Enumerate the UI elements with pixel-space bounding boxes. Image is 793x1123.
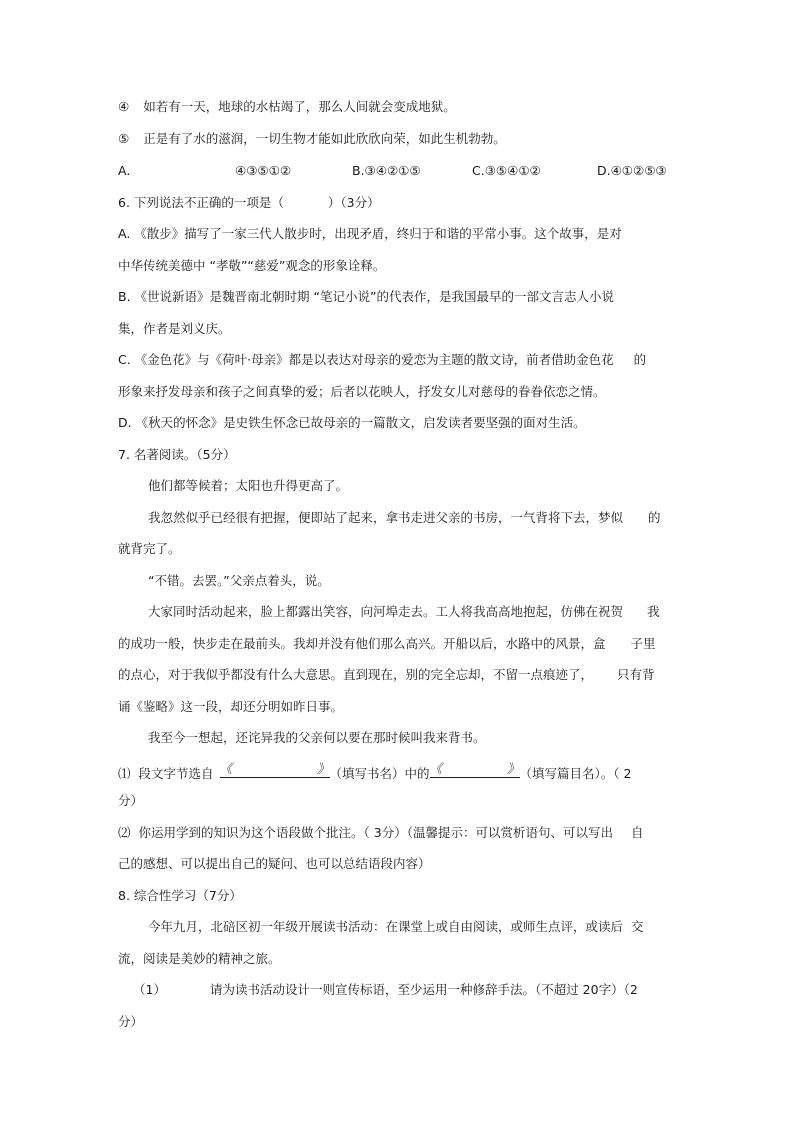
- q8-title: 8. 综合性学习（7分）: [118, 888, 242, 903]
- q5-option-b: B.③④②①⑤: [352, 163, 421, 178]
- q7-sq2-line2: 己的感想、可以提出自己的疑问、也可以总结语段内容）: [118, 856, 431, 871]
- q7-passage-p3: “不错。去罢。”父亲点着头，说。: [148, 573, 330, 588]
- q7-passage-p4-text3: 的点心，对于我似乎都没有什么大意思。直到现在，别的完全忘却，不留一点痕迹了，: [118, 667, 594, 682]
- q5-option-d: D.④①②⑤③: [597, 163, 667, 178]
- q7-subquestion-2: [118, 827, 643, 840]
- q8-sq1-text: 请为读书活动设计一则宣传标语，至少运用一种修辞手法。（不超过 20字）（2: [209, 982, 638, 997]
- q7-sq1-text-c: （填写篇目名）。（ 2: [519, 766, 632, 781]
- q7-sq1-number: ⑴: [118, 766, 131, 781]
- q5-option-a: ④③⑤①②: [235, 163, 292, 178]
- q7-passage-p2-line2: 就背完了。: [118, 541, 181, 556]
- q8-intro-tail: 交: [631, 919, 644, 934]
- sentence-5-text: 正是有了水的滋润，一切生物才能如此欣欣向荣，如此生机勃勃。: [143, 131, 506, 146]
- q7-passage-p4-tail3: 只有背: [617, 667, 655, 682]
- q7-title: 7. 名著阅读。（5分）: [118, 447, 236, 462]
- q8-sq1-points-end: 分）: [118, 1014, 144, 1029]
- q7-passage-p1: 他们都等候着；太阳也升得更高了。: [148, 478, 349, 493]
- q7-sq1-points-end: 分）: [118, 793, 144, 808]
- sentence-4-number: ④: [118, 99, 130, 114]
- q7-sq2-number: ⑵: [118, 825, 131, 840]
- q7-passage-p4-text1: 大家同时活动起来，脸上都露出笑容，向河埠走去。工人将我高高地抱起，仿佛在祝贺: [148, 604, 624, 619]
- q7-passage-p4-line4: 诵《鉴略》这一段，却还分明如昨日事。: [118, 699, 344, 714]
- q8-sq1-number: （1）: [133, 982, 166, 997]
- sentence-4-text: 如若有一天，地球的水枯竭了，那么人间就会变成地狱。: [143, 99, 456, 114]
- chapter-title-close-mark: 》: [507, 761, 520, 776]
- q6-option-c-line1-tail: 的: [633, 352, 647, 367]
- q7-passage-p4-line2: [118, 638, 656, 651]
- q8-intro-text: 今年九月，北碚区初一年级开展读书活动：在课堂上或自由阅读，或师生点评，或读后: [148, 919, 624, 934]
- book-title-close-mark: 》: [317, 761, 330, 776]
- sentence-5-number: ⑤: [118, 131, 130, 146]
- q6-option-c-line1: [118, 354, 646, 367]
- q6-option-c-line1-text: C. 《金色花》与《荷叶·母亲》都是以表达对母亲的爱恋为主题的散文诗，前者借助金色花: [118, 352, 614, 367]
- q8-intro-line2: 流，阅读是美妙的精神之旅。: [118, 951, 281, 966]
- q7-passage-p4-tail1: 我: [647, 604, 660, 619]
- book-title-open-mark: 《: [219, 761, 233, 776]
- q7-passage-p2-text: 我忽然似乎已经很有把握，便即站了起来，拿书走进父亲的书房，一气背将下去，梦似: [148, 510, 624, 525]
- book-title-blank[interactable]: [219, 761, 330, 778]
- chapter-title-open-mark: 《: [429, 761, 443, 776]
- q8-subquestion-1: [133, 984, 638, 997]
- q5-option-a-label: A.: [118, 163, 131, 178]
- q7-passage-p5: 我至今一想起，还诧异我的父亲何以要在那时候叫我来背书。: [148, 730, 486, 745]
- q6-option-d: D. 《秋天的怀念》是史铁生怀念已故母亲的一篇散文，启发读者要坚强的面对生活。: [118, 415, 586, 430]
- q6-option-b-line2: 集，作者是刘义庆。: [118, 321, 231, 336]
- q7-passage-p2-tail: 的: [648, 510, 661, 525]
- q7-subquestion-1: [118, 761, 632, 781]
- q8-intro-line1: [148, 921, 644, 934]
- q7-passage-p2-line1: [148, 512, 661, 525]
- q6-option-c-line2: 形象来抒发母亲和孩子之间真挚的爱；后者以花映人，抒发女儿对慈母的眷眷依恋之情。: [118, 384, 606, 399]
- sentence-5: [118, 133, 506, 146]
- q6-stem-end: ）（3分）: [327, 195, 380, 210]
- q6-stem: [118, 197, 380, 210]
- q6-option-b-line1: B. 《世说新语》是魏晋南北朝时期 “笔记小说”的代表作，是我国最早的一部文言志人小说: [118, 289, 614, 304]
- chapter-title-blank[interactable]: [429, 761, 520, 778]
- q7-sq2-tail: 自: [630, 825, 644, 840]
- q6-option-a-line2: 中华传统美德中 “孝敬”“慈爱”观念的形象诠释。: [118, 258, 386, 273]
- q7-passage-p4-line1: [148, 606, 660, 619]
- q7-sq1-text-a: 段文字节选自: [138, 766, 214, 781]
- q6-option-a-line1: A. 《散步》描写了一家三代人散步时，出现矛盾，终归于和谐的平常小事。这个故事，是对: [118, 226, 622, 241]
- q6-stem-start: 6. 下列说法不正确的一项是（: [118, 195, 284, 210]
- q5-option-c: C.③⑤④①②: [472, 163, 541, 178]
- sentence-4: [118, 101, 456, 114]
- q7-passage-p4-text2: 的成功一般，快步走在最前头。我却并没有他们那么高兴。开船以后，水路中的风景，盒: [118, 636, 606, 651]
- q7-sq2-text: 你运用学到的知识为这个语段做个批注。（ 3分）（温馨提示：可以赏析语句、可以写出: [138, 825, 613, 840]
- q7-sq1-text-b: （填写书名）中的: [329, 766, 430, 781]
- q7-passage-p4-line3: [118, 669, 655, 682]
- q7-passage-p4-tail2: 子里: [630, 636, 656, 651]
